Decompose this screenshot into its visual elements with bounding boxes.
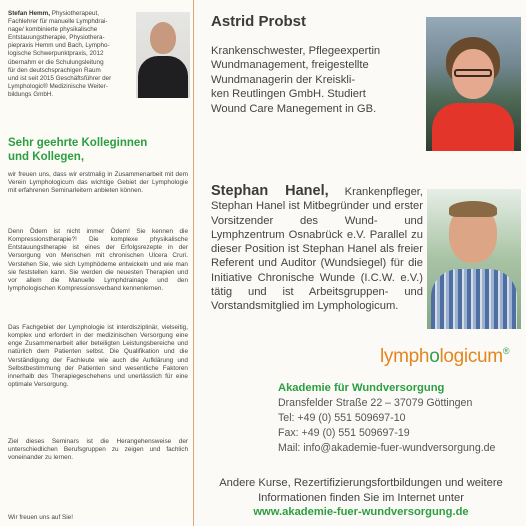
bio-line: Wundmanagerin der Kreiskli- xyxy=(211,73,356,86)
paragraph-goal: Ziel dieses Seminars ist die Herangehensweise der unterschiedlichen Berufsgruppen zu zeigen und fachlich voneinander zu lernen. xyxy=(8,438,188,462)
bio-line: Physiotherapeut, xyxy=(51,10,100,17)
portrait-hair xyxy=(449,201,497,217)
logo-part-1: lymph xyxy=(380,346,430,367)
lymphologicum-logo xyxy=(380,346,509,368)
stefan-hemm-bio xyxy=(8,10,132,99)
paragraph-signoff: Wir freuen uns auf Sie! xyxy=(8,514,74,521)
bio-line: Krankenschwester, Pflegeexpertin xyxy=(211,45,381,57)
bio-line: bildungs GmbH. xyxy=(8,90,54,98)
portrait-glasses xyxy=(454,69,492,77)
stephan-hanel-photo xyxy=(427,189,521,329)
bio-line: übernahm er die Schulungsleitung xyxy=(8,58,104,66)
stephan-hanel-bio xyxy=(211,184,423,313)
closing-line-2: Informationen finden Sie im Internet unter xyxy=(258,491,464,504)
academy-mail: Mail: info@akademie-fuer-wundversorgung.de xyxy=(278,442,496,454)
greeting-line-1: Sehr geehrte Kolleginnen xyxy=(8,137,148,149)
greeting-heading xyxy=(8,136,188,164)
bio-line: Fachlehrer für manuelle Lymphdrai- xyxy=(8,18,108,26)
logo-registered: ® xyxy=(502,346,510,356)
astrid-probst-photo xyxy=(426,17,521,151)
academy-address: Dransfelder Straße 22 – 37079 Göttingen xyxy=(278,397,473,409)
academy-tel: Tel: +49 (0) 551 509697-10 xyxy=(278,412,406,424)
bio-line: Wundmanagement, freigestellte xyxy=(211,59,369,72)
academy-name: Akademie für Wundversorgung xyxy=(278,382,445,394)
academy-fax: Fax: +49 (0) 551 509697-19 xyxy=(278,427,410,439)
bio-line: Entstauungstherapie, Physiothera- xyxy=(8,34,105,42)
stefan-hemm-photo xyxy=(136,12,190,98)
portrait-jacket xyxy=(432,103,514,151)
paragraph-intro: wir freuen uns, dass wir erstmalig in Zusammenarbeit mit dem Verein Lymphologicum das wichtige Gebiet der Lymphologie mit erfahrenen Seminarleitern anbieten können. xyxy=(8,171,188,195)
portrait-shirt xyxy=(431,269,517,329)
bio-line: logische Schwerpunktpraxis, 2012 xyxy=(8,50,104,58)
paragraph-lymphology: Das Fachgebiet der Lymphologie ist interdisziplinär, vielseitig, komplex und erfordert in der medizinischen Versorgung eine enge Zusammenarbeit aller beteiligten Leistungsbereiche und natürlich dem Patienten selbst. Die Qualifikation und die Verständigung der Fachleute wie auch die Aufklärung und Selbstbestimmung der Patienten sind wesentliche Faktoren innerhalb des Therapiegeschehens und unerlässlich für eine optimale Versorgung. xyxy=(8,324,188,389)
bio-line: piepraxis Hemm und Bach, Lympho- xyxy=(8,42,110,50)
bio-line: für den deutschsprachigen Raum xyxy=(8,66,101,74)
logo-part-2: o xyxy=(429,346,440,367)
astrid-probst-bio xyxy=(211,44,419,116)
bio-line: nage/ kombinierte physikalische xyxy=(8,26,98,34)
logo-part-3: logicum xyxy=(439,346,503,367)
stephan-hanel-text: Krankenpfleger, Stephan Hanel ist Mitbegründer und erster Vorsitzender des Wund- und Lymphzentrum Osnabrück e.V. Parallel zu dieser Position ist Stephan Hanel als freier Referent und Auditor (Wundsiegel) für die Initiative Chronische Wunde (I.C.W. e.V.) tätig und ist Arbeitsgruppen- und Vorstandsmitglied im Lymphologicum. xyxy=(211,186,424,312)
website-link[interactable]: www.akademie-fuer-wundversorgung.de xyxy=(253,506,469,518)
paragraph-oedema: Denn Ödem ist nicht immer Ödem! Sie kennen die Kompressionstherapie?! Die komplexe physikalische Entstauungstherapie ist eines der Erfolgsrezepte in der Versorgung von Menschen mit chronischen Ulcera Cruri. Verstehen Sie, wie sich Lymphödeme entwickeln und wie man sie feststellen kann. Sie werden die neuesten Therapien und vor allem die Manuelle Lymphdrainage und den lymphologischen Kompressionsverband kennenlernen. xyxy=(8,228,188,293)
bio-line: Lymphologic® Medizinische Weiter- xyxy=(8,82,108,90)
bio-line: ken Reutlingen GmbH. Studiert xyxy=(211,88,366,101)
bio-line: und ist seit 2015 Geschäftsführer der xyxy=(8,74,112,82)
astrid-probst-name: Astrid Probst xyxy=(211,13,307,30)
closing-line-1: Andere Kurse, Rezertifizierungsfortbildungen und weitere xyxy=(219,477,503,489)
closing-info xyxy=(202,476,520,520)
bio-line: Wound Care Manegement in GB. xyxy=(211,102,377,115)
stephan-hanel-name: Stephan Hanel, xyxy=(211,183,329,199)
stefan-hemm-name: Stefan Hemm, xyxy=(8,10,50,17)
portrait-head xyxy=(150,22,176,54)
left-column xyxy=(0,0,193,526)
portrait-body xyxy=(138,56,188,98)
greeting-line-2: und Kollegen, xyxy=(8,151,85,163)
academy-contact xyxy=(278,381,518,456)
